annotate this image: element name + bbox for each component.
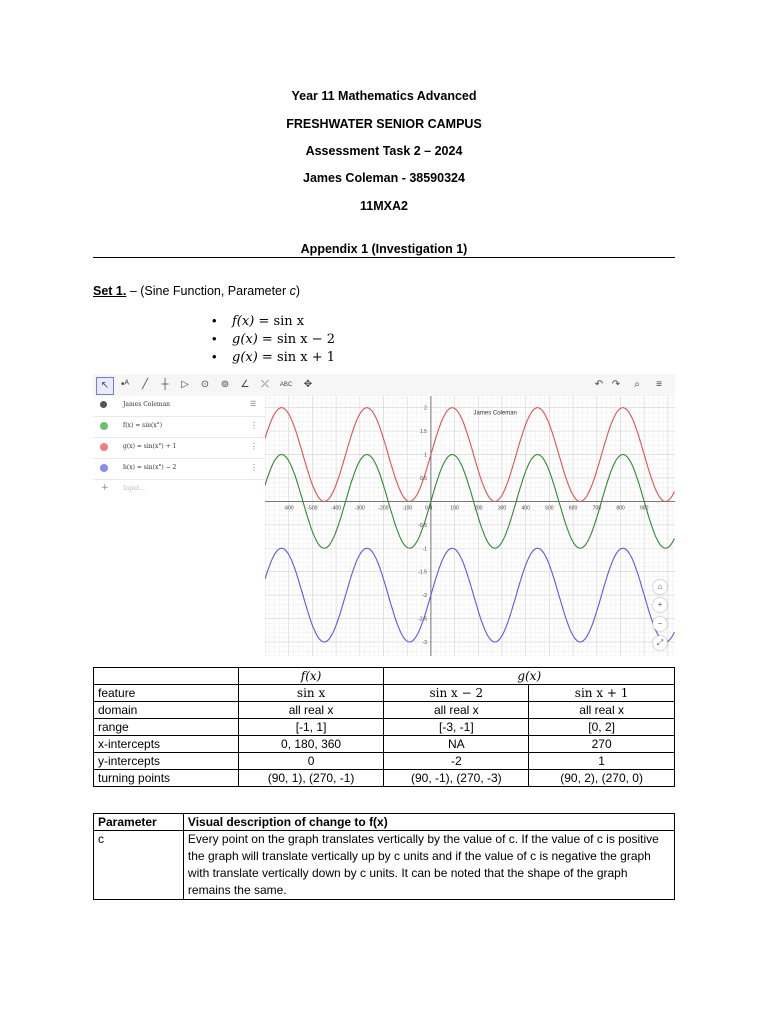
school-name: FRESHWATER SENIOR CAMPUS — [286, 117, 482, 131]
x-tick-label: -400 — [331, 505, 342, 512]
algebra-settings-icon[interactable]: ☰ — [250, 400, 257, 408]
function-list — [212, 312, 335, 366]
move-tool-icon[interactable]: ↖ — [96, 377, 114, 395]
y-tick-label: 1.5 — [419, 429, 427, 436]
set-close: ) — [295, 284, 301, 298]
y-tick-label: -2 — [422, 593, 427, 600]
table-row: turning points (90, 1), (270, -1) (90, -1), (270, -3) (90, 2), (270, 0) — [94, 770, 675, 787]
more-options-icon[interactable]: ⋮ — [250, 421, 258, 430]
sine-graph — [265, 396, 675, 656]
move-view-tool-icon[interactable]: ✥ — [303, 379, 313, 390]
class-code: 11MXA2 — [360, 199, 408, 213]
table-row: domain all real x all real x all real x — [94, 702, 675, 719]
home-icon[interactable]: ⌂ — [653, 580, 667, 594]
y-tick-label: -2.5 — [418, 616, 427, 623]
y-tick-label: -0.5 — [418, 522, 427, 529]
ellipse-tool-icon[interactable]: ⊚ — [220, 379, 230, 390]
algebra-item[interactable]: h(x) = sin(x°) − 2 ⋮ — [93, 459, 265, 480]
x-tick-label: -500 — [307, 505, 318, 512]
x-tick-label: 400 — [521, 505, 530, 512]
algebra-item[interactable]: g(x) = sin(x°) + 1 ⋮ — [93, 438, 265, 459]
x-tick-label: -600 — [283, 505, 294, 512]
angle-tool-icon[interactable]: ∠ — [240, 379, 250, 390]
more-options-icon[interactable]: ⋮ — [250, 442, 258, 451]
zoom-out-icon[interactable]: − — [653, 617, 667, 631]
task-title: Assessment Task 2 – 2024 — [305, 144, 463, 158]
header-f: f(x) — [238, 668, 384, 685]
x-tick-label: 700 — [592, 505, 601, 512]
line-tool-icon[interactable]: ╱ — [141, 379, 149, 390]
parameter-table — [93, 813, 675, 900]
geogebra-toolbar — [93, 374, 675, 396]
set-description: – (Sine Function, Parameter — [126, 284, 290, 298]
x-tick-label: 0 — [429, 505, 433, 512]
y-tick-label: -1 — [422, 546, 427, 553]
visibility-toggle-icon[interactable] — [100, 464, 108, 472]
graphics-view[interactable] — [265, 396, 675, 656]
table-header-row — [94, 668, 675, 685]
x-tick-label: 100 — [450, 505, 459, 512]
set-heading — [93, 284, 300, 298]
x-tick-label: -200 — [378, 505, 389, 512]
x-tick-label: 200 — [474, 505, 483, 512]
circle-tool-icon[interactable]: ⊙ — [200, 379, 210, 390]
fullscreen-icon[interactable]: ⤢ — [653, 636, 667, 650]
redo-icon[interactable]: ↷ — [611, 379, 621, 390]
algebra-input[interactable]: + Input... — [101, 483, 146, 493]
y-tick-label: 2 — [424, 405, 427, 412]
y-tick-label: 1 — [424, 452, 427, 459]
header-g: g(x) — [384, 668, 675, 685]
undo-icon[interactable]: ↶ — [594, 379, 604, 390]
section-divider — [93, 257, 675, 258]
x-tick-label: 500 — [545, 505, 554, 512]
visibility-toggle-icon[interactable] — [100, 422, 108, 430]
x-tick-label: 900 — [640, 505, 649, 512]
set-param: c — [289, 284, 296, 298]
polygon-tool-icon[interactable]: ▷ — [181, 379, 189, 390]
parameter-description: Every point on the graph translates vertically by the value of c. If the value of c is positive the graph will translate vertically up by c units and if the value of c is negative the graph with translate vertically down by c units. It can be noted that the shape of the graph remains the same. — [183, 831, 674, 900]
visibility-toggle-icon[interactable] — [100, 443, 108, 451]
table-row: c Every point on the graph translates vertically by the value of c. If the value of c is positive the graph will translate vertically up by c units and if the value of c is negative the graph with translate vertically down by c units. It can be noted that the shape of the graph remains the same. — [94, 831, 675, 900]
graph-label: James Coleman — [473, 410, 517, 417]
table-row: y-intercepts 0 -2 1 — [94, 753, 675, 770]
x-tick-label: 600 — [568, 505, 578, 512]
table-row: feature sin x sin x − 2 sin x + 1 — [94, 685, 675, 702]
set-label: Set 1. — [93, 284, 127, 298]
more-options-icon[interactable]: ⋮ — [250, 463, 258, 472]
x-tick-label: 300 — [497, 505, 507, 512]
point-tool-icon[interactable]: •ᴬ — [120, 379, 130, 390]
x-tick-label: 800 — [616, 505, 625, 512]
x-tick-label: -300 — [354, 505, 365, 512]
table-row: x-intercepts 0, 180, 360 NA 270 — [94, 736, 675, 753]
y-tick-label: 0.5 — [419, 475, 427, 482]
y-tick-label: -3 — [422, 639, 427, 646]
x-tick-label: -100 — [402, 505, 413, 512]
student-name: James Coleman - 38590324 — [303, 171, 465, 185]
perpendicular-tool-icon[interactable]: ┼ — [161, 379, 169, 390]
y-tick-label: -1.5 — [418, 569, 427, 576]
origin-label: 0 — [425, 505, 428, 512]
geogebra-screenshot — [93, 374, 675, 656]
appendix-title: Appendix 1 (Investigation 1) — [300, 242, 468, 256]
function-item: • g(x) = sin x − 2 — [212, 331, 336, 347]
reflect-tool-icon[interactable]: ⤫ — [261, 379, 269, 390]
table-header-row: Parameter Visual description of change to f(x) — [94, 814, 675, 831]
course-title: Year 11 Mathematics Advanced — [291, 89, 477, 103]
algebra-item[interactable]: f(x) = sin(x°) ⋮ — [93, 417, 265, 438]
search-icon[interactable]: ⌕ — [634, 379, 640, 390]
table-row: range [-1, 1] [-3, -1] [0, 2] — [94, 719, 675, 736]
function-item: • f(x) = sin x — [212, 313, 305, 329]
features-table — [93, 667, 675, 787]
algebra-item[interactable]: James Coleman ☰ — [93, 396, 265, 417]
zoom-in-icon[interactable]: + — [653, 598, 667, 612]
visibility-toggle-icon[interactable] — [100, 401, 107, 408]
function-item: • g(x) = sin x + 1 — [212, 349, 336, 365]
add-icon: + — [101, 483, 109, 493]
menu-icon[interactable]: ≡ — [656, 379, 662, 390]
algebra-view — [93, 396, 265, 656]
text-tool-icon[interactable]: ABC — [279, 382, 293, 388]
